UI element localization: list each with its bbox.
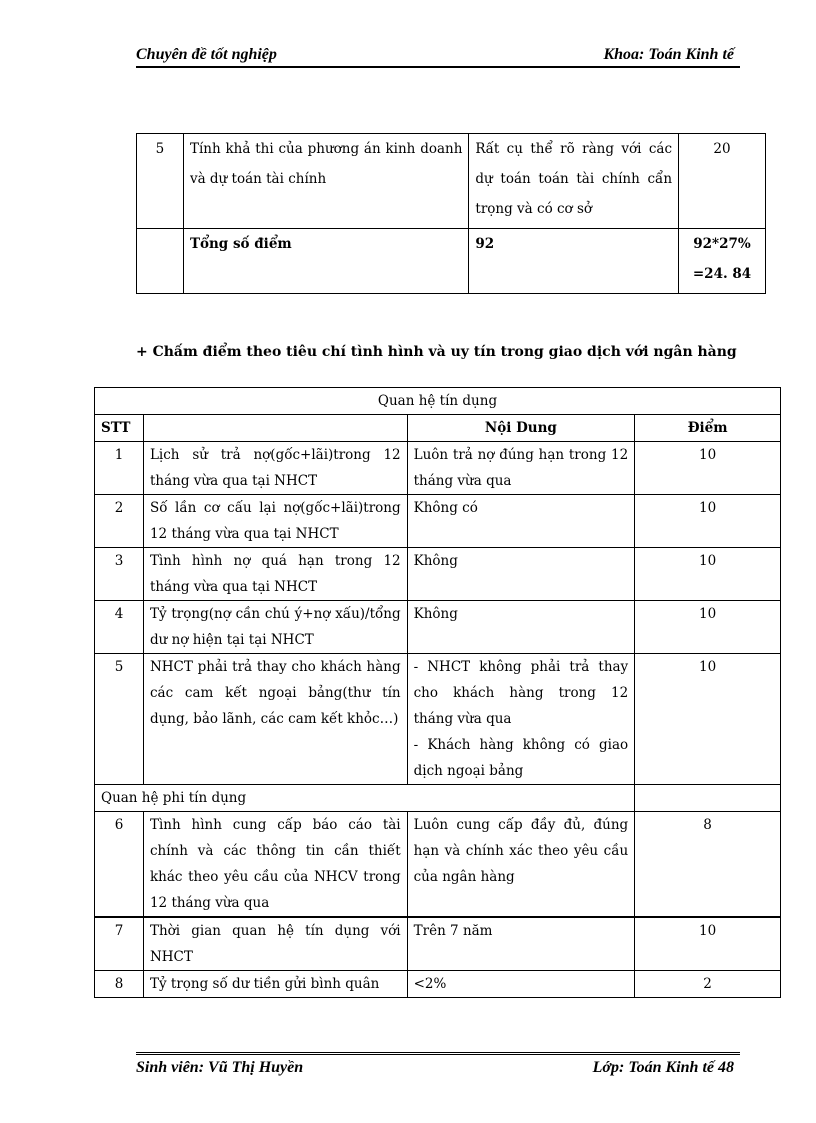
score-table-top bbox=[136, 133, 766, 294]
stt-cell: 6 bbox=[95, 812, 144, 918]
score-cell: 8 bbox=[635, 812, 781, 918]
stt-cell: 1 bbox=[95, 442, 144, 495]
stt-cell: 5 bbox=[95, 654, 144, 785]
table-row bbox=[95, 971, 781, 998]
table-row bbox=[95, 442, 781, 495]
footer-left: Sinh viên: Vũ Thị Huyền bbox=[136, 1059, 304, 1076]
total-label: Tổng số điểm bbox=[183, 229, 468, 294]
criterion-cell: Tỷ trọng số dư tiền gửi bình quân bbox=[143, 971, 407, 998]
header-right: Khoa: Toán Kinh tế bbox=[603, 46, 734, 63]
criterion-cell: NHCT phải trả thay cho khách hàng các cam kết ngoại bảng(thư tín dụng, bảo lãnh, các cam kết khỏc…) bbox=[143, 654, 407, 785]
criterion-cell: Tình hình nợ quá hạn trong 12 tháng vừa qua tại NHCT bbox=[143, 548, 407, 601]
header-stt: STT bbox=[95, 415, 144, 442]
header-score: Điểm bbox=[635, 415, 781, 442]
stt-cell: 3 bbox=[95, 548, 144, 601]
header-left: Chuyên đề tốt nghiệp bbox=[136, 46, 277, 63]
section-row bbox=[95, 388, 781, 415]
stt-cell: 4 bbox=[95, 601, 144, 654]
content-cell: Luôn trả nợ đúng hạn trong 12 tháng vừa qua bbox=[407, 442, 635, 495]
content-cell: Trên 7 năm bbox=[407, 917, 635, 971]
table-row bbox=[137, 134, 766, 229]
criterion-cell: Thời gian quan hệ tín dụng với NHCT bbox=[143, 917, 407, 971]
credit-score-table bbox=[94, 387, 781, 998]
score-cell: 10 bbox=[635, 654, 781, 785]
page-header bbox=[136, 44, 740, 68]
score-cell: 10 bbox=[635, 548, 781, 601]
content-cell: <2% bbox=[407, 971, 635, 998]
criterion-cell: Tình hình cung cấp báo cáo tài chính và các thông tin cần thiết khác theo yêu cầu của NHCV trong 12 tháng vừa qua bbox=[143, 812, 407, 918]
section-subtitle: + Chấm điểm theo tiêu chí tình hình và uy tín trong giao dịch với ngân hàng bbox=[136, 344, 737, 360]
table-row bbox=[95, 601, 781, 654]
stt-cell bbox=[137, 229, 184, 294]
content-cell: Luôn cung cấp đầy đủ, đúng hạn và chính xác theo yêu cầu của ngân hàng bbox=[407, 812, 635, 918]
table-row bbox=[95, 812, 781, 918]
table-row bbox=[95, 495, 781, 548]
section-noncredit: Quan hệ phi tín dụng bbox=[95, 785, 635, 812]
header-empty bbox=[143, 415, 407, 442]
section-credit: Quan hệ tín dụng bbox=[95, 388, 781, 415]
total-score-line1: 92*27% bbox=[693, 236, 751, 252]
table-row bbox=[95, 917, 781, 971]
content-cell: Rất cụ thể rõ ràng với các dự toán toán tài chính cẩn trọng và có cơ sở bbox=[469, 134, 679, 229]
footer-right: Lớp: Toán Kinh tế 48 bbox=[592, 1059, 734, 1076]
total-score-line2: =24. 84 bbox=[692, 266, 752, 282]
stt-cell: 7 bbox=[95, 917, 144, 971]
score-cell: 20 bbox=[679, 134, 766, 229]
header-row bbox=[95, 415, 781, 442]
criterion-cell: Tính khả thi của phương án kinh doanh và dự toán tài chính bbox=[183, 134, 468, 229]
table-row bbox=[95, 548, 781, 601]
header-content: Nội Dung bbox=[407, 415, 635, 442]
score-cell: 10 bbox=[635, 442, 781, 495]
criterion-cell: Lịch sử trả nợ(gốc+lãi)trong 12 tháng vừa qua tại NHCT bbox=[143, 442, 407, 495]
total-score bbox=[679, 229, 766, 294]
page-footer bbox=[136, 1052, 740, 1079]
total-row bbox=[137, 229, 766, 294]
content-cell: Không có bbox=[407, 495, 635, 548]
score-cell: 2 bbox=[635, 971, 781, 998]
content-cell bbox=[407, 654, 635, 785]
score-cell: 10 bbox=[635, 601, 781, 654]
score-cell: 10 bbox=[635, 495, 781, 548]
total-value: 92 bbox=[469, 229, 679, 294]
stt-cell: 5 bbox=[137, 134, 184, 229]
section-row bbox=[95, 785, 781, 812]
content-line: - NHCT không phải trả thay cho khách hàng trong 12 tháng vừa qua bbox=[413, 659, 629, 727]
content-line: - Khách hàng không có giao dịch ngoại bảng bbox=[413, 737, 629, 779]
content-cell: Không bbox=[407, 601, 635, 654]
score-cell: 10 bbox=[635, 917, 781, 971]
table-row bbox=[95, 654, 781, 785]
stt-cell: 2 bbox=[95, 495, 144, 548]
stt-cell: 8 bbox=[95, 971, 144, 998]
criterion-cell: Số lần cơ cấu lại nợ(gốc+lãi)trong 12 tháng vừa qua tại NHCT bbox=[143, 495, 407, 548]
criterion-cell: Tỷ trọng(nợ cần chú ý+nợ xấu)/tổng dư nợ hiện tại tại NHCT bbox=[143, 601, 407, 654]
empty-cell bbox=[635, 785, 781, 812]
content-cell: Không bbox=[407, 548, 635, 601]
